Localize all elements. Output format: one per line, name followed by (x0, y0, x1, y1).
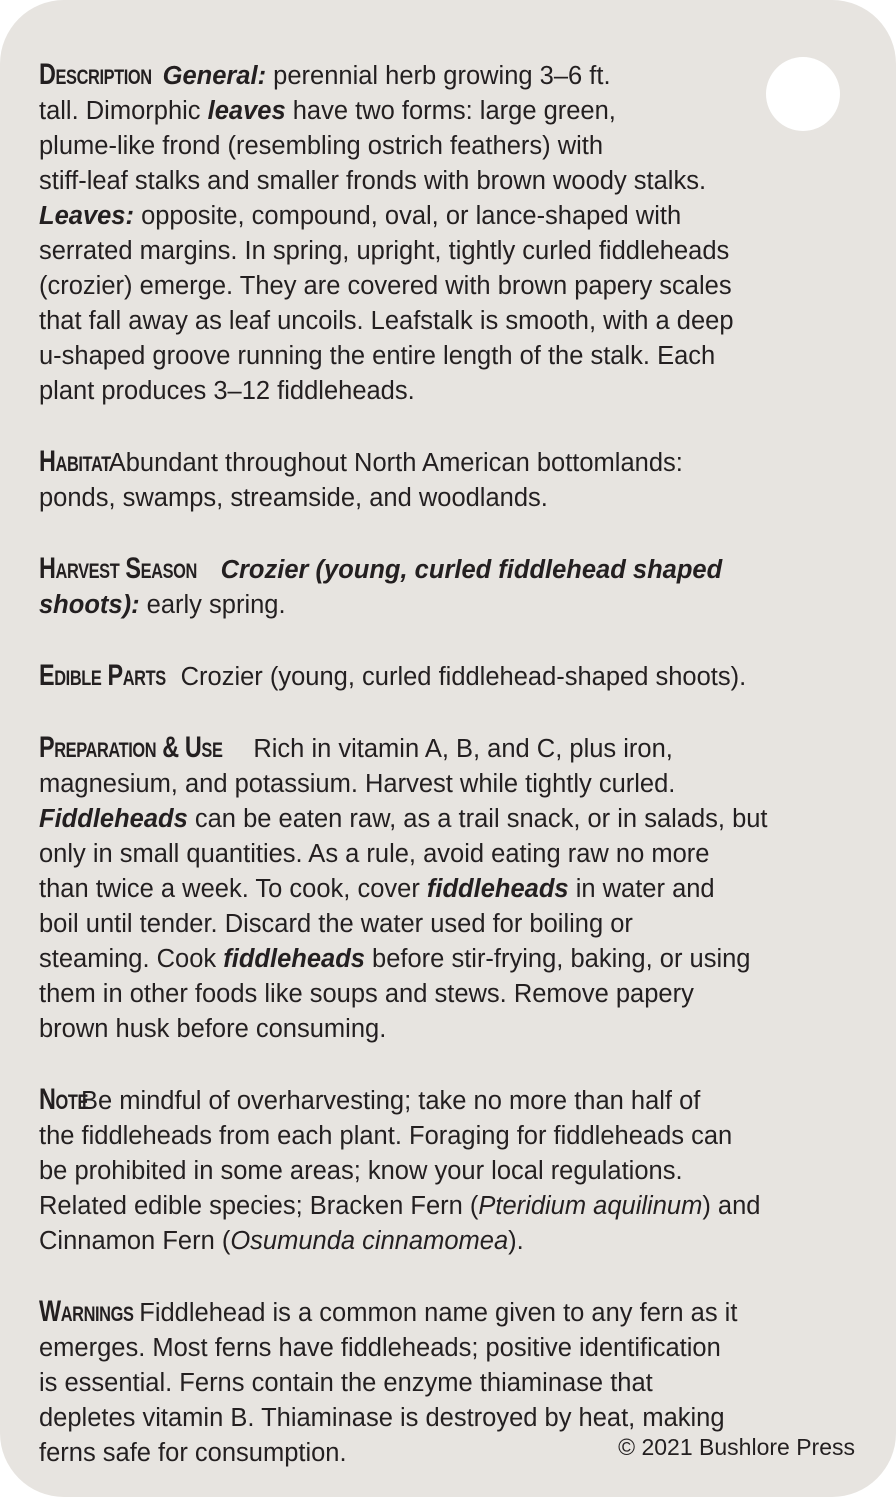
description-text: perennial herb growing 3–6 ft. (266, 62, 611, 90)
preparation-text: can be eaten raw, as a trail snack, or in salads, but (187, 805, 768, 833)
habitat-text: ponds, swamps, streamside, and woodlands. (39, 484, 548, 512)
preparation-section (39, 730, 864, 1047)
description-text: have two forms: large green, (285, 97, 616, 125)
general-label: General: (162, 62, 267, 90)
preparation-text: them in other foods like soups and stews. Remove papery (39, 980, 694, 1008)
note-text: be prohibited in some areas; know your local regulations. (39, 1157, 683, 1185)
note-text: ) and (702, 1192, 761, 1220)
fiddleheads-emphasis: fiddleheads (223, 945, 365, 973)
description-text: tall. Dimorphic (39, 97, 208, 125)
fiddleheads-emphasis: fiddleheads (426, 875, 569, 903)
warnings-text: emerges. Most ferns have fiddleheads; positive identification (39, 1334, 721, 1362)
note-text: Be mindful of overharvesting; take no more than half of (80, 1087, 701, 1115)
preparation-text: before stir-frying, baking, or using (364, 945, 751, 973)
edible-parts-text: Crozier (young, curled fiddlehead-shaped shoots). (180, 663, 747, 691)
fiddleheads-emphasis: Fiddleheads (39, 805, 188, 833)
harvest-season-section (39, 551, 864, 623)
note-text: Related edible species; Bracken Fern ( (39, 1192, 479, 1220)
species-name: Osumunda cinnamomea (230, 1227, 509, 1255)
harvest-text: shoots): (39, 591, 140, 619)
note-text: Cinnamon Fern ( (39, 1227, 231, 1255)
species-name: Pteridium aquilinum (478, 1192, 703, 1220)
description-text: opposite, compound, oval, or lance-shaped with (133, 202, 682, 230)
leaves-label: Leaves: (39, 202, 134, 230)
preparation-text: Rich in vitamin A, B, and C, plus iron, (253, 735, 673, 763)
note-heading: Note (39, 1083, 89, 1116)
preparation-text: only in small quantities. As a rule, avoid eating raw no more (39, 840, 710, 868)
description-heading: Description (39, 58, 152, 91)
description-text: (crozier) emerge. They are covered with brown papery scales (39, 272, 732, 300)
description-text: serrated margins. In spring, upright, tightly curled fiddleheads (39, 237, 730, 265)
description-text: that fall away as leaf uncoils. Leafstalk is smooth, with a deep (39, 307, 734, 335)
habitat-heading: Habitat (39, 445, 111, 478)
warnings-text: depletes vitamin B. Thiaminase is destroyed by heat, making (39, 1404, 725, 1432)
preparation-text: than twice a week. To cook, cover (39, 875, 427, 903)
preparation-text: brown husk before consuming. (39, 1015, 387, 1043)
edible-parts-section (39, 658, 864, 695)
preparation-text: steaming. Cook (39, 945, 224, 973)
warnings-text: Fiddlehead is a common name given to any fern as it (139, 1299, 738, 1327)
description-text: plume-like frond (resembling ostrich feathers) with (39, 132, 604, 160)
preparation-text: in water and (568, 875, 715, 903)
note-section (39, 1082, 864, 1259)
habitat-text: Abundant throughout North American bottomlands: (108, 449, 683, 477)
leaves-emphasis: leaves (207, 97, 286, 125)
note-text: the fiddleheads from each plant. Foraging for fiddleheads can (39, 1122, 733, 1150)
copyright-notice: © 2021 Bushlore Press (618, 1434, 855, 1460)
preparation-heading: Preparation & Use (39, 731, 223, 764)
description-text: u-shaped groove running the entire length of the stalk. Each (39, 342, 716, 370)
description-text: plant produces 3–12 fiddleheads. (39, 377, 415, 405)
harvest-text: Crozier (young, curled fiddlehead shaped (220, 556, 723, 584)
warnings-text: ferns safe for consumption. (39, 1439, 347, 1467)
preparation-text: boil until tender. Discard the water used for boiling or (39, 910, 633, 938)
description-text: stiff-leaf stalks and smaller fronds with brown woody stalks. (39, 167, 707, 195)
harvest-season-heading: Harvest Season (39, 552, 197, 585)
habitat-section (39, 444, 864, 516)
preparation-text: magnesium, and potassium. Harvest while tightly curled. (39, 770, 676, 798)
edible-parts-heading: Edible Parts (39, 659, 166, 692)
description-section (39, 57, 864, 409)
warnings-text: is essential. Ferns contain the enzyme thiaminase that (39, 1369, 653, 1397)
note-text: ). (508, 1227, 524, 1255)
harvest-text: early spring. (139, 591, 286, 619)
card-content (39, 57, 864, 1497)
warnings-heading: Warnings (39, 1295, 134, 1328)
